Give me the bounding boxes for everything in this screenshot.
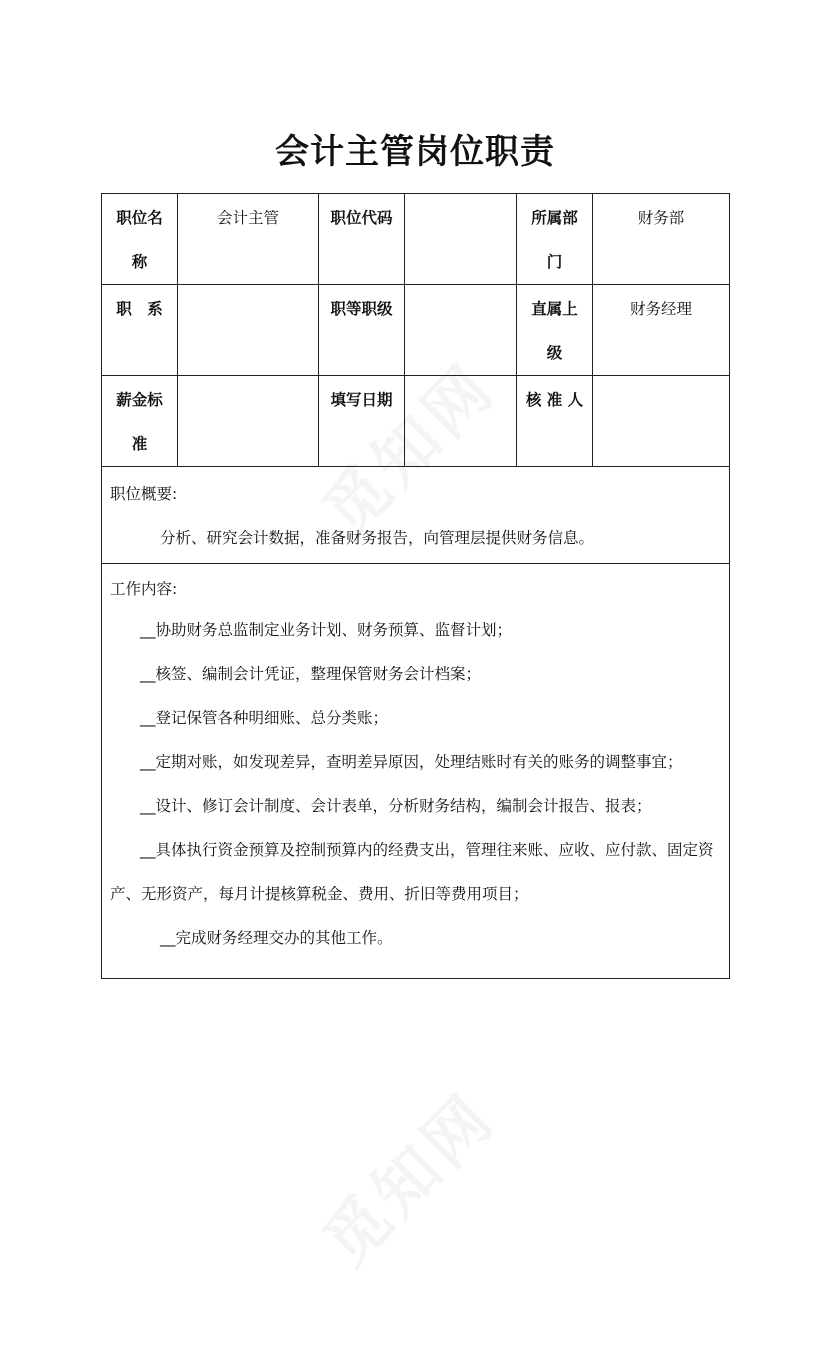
value-position-name: 会计主管 [178, 194, 319, 285]
page-title: 会计主管岗位职责 [275, 132, 555, 172]
duties-cell [102, 564, 730, 979]
label-cell-fill-date [319, 376, 405, 467]
label-cell-job-family [102, 285, 178, 376]
duty-item-6: __具体执行资金预算及控制预算内的经费支出，管理往来账、应收、应付款、固定资产、无形资产，每月计提核算税金、费用、折旧等费用项目； [110, 841, 714, 903]
summary-row [102, 467, 730, 564]
label-cell-supervisor [517, 285, 593, 376]
label-cell-department [517, 194, 593, 285]
label-grade: 职等职级 [330, 300, 393, 318]
duty-item-2: __核签、编制会计凭证，整理保管财务会计档案； [140, 665, 482, 683]
label-supervisor: 直属上级 [531, 300, 578, 362]
label-cell-position-name [102, 194, 178, 285]
duties-heading: 工作内容: [110, 580, 178, 598]
job-info-table [101, 193, 730, 979]
table-row-1 [102, 194, 730, 285]
summary-cell [102, 467, 730, 564]
label-position-name: 职位名称 [116, 209, 163, 271]
summary-text: 分析、研究会计数据，准备财务报告，向管理层提供财务信息。 [160, 529, 595, 547]
label-fill-date: 填写日期 [330, 391, 393, 409]
value-grade [405, 285, 517, 376]
value-approver [593, 376, 730, 467]
label-cell-approver [517, 376, 593, 467]
value-supervisor: 财务经理 [593, 285, 730, 376]
table-row-2 [102, 285, 730, 376]
value-fill-date [405, 376, 517, 467]
duty-item-1: __协助财务总监制定业务计划、财务预算、监督计划； [140, 621, 513, 639]
value-department: 财务部 [593, 194, 730, 285]
label-salary: 薪金标准 [116, 391, 163, 453]
watermark-bottom [240, 1010, 579, 1349]
label-job-family: 职 系 [116, 300, 163, 318]
duties-row [102, 564, 730, 979]
table-row-3 [102, 376, 730, 467]
label-cell-position-code [319, 194, 405, 285]
label-cell-salary [102, 376, 178, 467]
value-salary [178, 376, 319, 467]
label-approver: 核 准 人 [525, 391, 584, 409]
label-position-code: 职位代码 [330, 209, 393, 227]
label-department: 所属部门 [531, 209, 578, 271]
label-cell-grade [319, 285, 405, 376]
duty-item-7: __完成财务经理交办的其他工作。 [160, 929, 393, 947]
duty-item-4: __定期对账，如发现差异，查明差异原因，处理结账时有关的账务的调整事宜； [140, 753, 683, 771]
duty-item-5: __设计、修订会计制度、会计表单，分析财务结构，编制会计报告、报表； [140, 797, 652, 815]
value-position-code [405, 194, 517, 285]
summary-heading: 职位概要: [110, 485, 178, 503]
duty-item-3: __登记保管各种明细账、总分类账； [140, 709, 389, 727]
value-job-family [178, 285, 319, 376]
